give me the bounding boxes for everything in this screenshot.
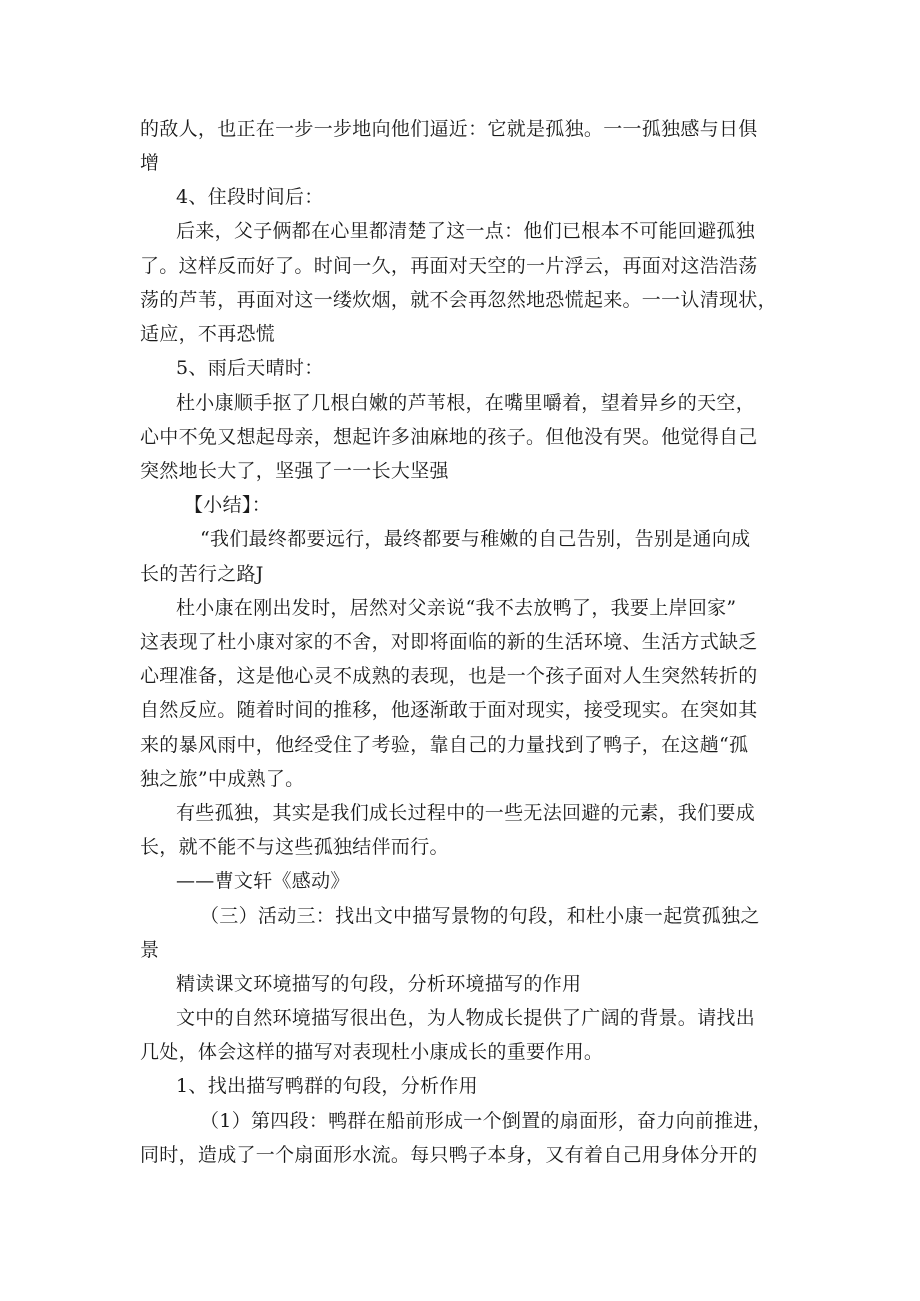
text-line: 文中的自然环境描写很出色，为人物成长提供了广阔的背景。请找出	[176, 1007, 756, 1029]
text-line: 荡的芦苇，再面对这一缕炊烟，就不会再忽然地恐慌起来。一一认清现状，	[140, 289, 777, 311]
quote-line: “我们最终都要远行，最终都要与稚嫩的自己告别，告别是通向成	[200, 528, 751, 550]
summary-heading: 【小结】：	[184, 494, 272, 516]
text-line: 有些孤独，其实是我们成长过程中的一些无法回避的元素，我们要成	[176, 802, 756, 824]
text-line: 独之旅”中成熟了。	[140, 768, 305, 790]
quote-line: 长的苦行之路J	[140, 563, 264, 585]
text-line: 自然反应。随着时间的推移，他逐渐敢于面对现实，接受现实。在突如其	[140, 699, 758, 721]
text-line: 同时，造成了一个扇面形水流。每只鸭子本身，又有着自己用身体分开的	[140, 1144, 758, 1166]
text-line: 的敌人，也正在一步一步地向他们逼近：它就是孤独。一一孤独感与日俱	[140, 118, 758, 140]
text-line: 了。这样反而好了。时间一久，再面对天空的一片浮云，再面对这浩浩荡	[140, 255, 758, 277]
attribution: ——曹文轩《感动》	[176, 870, 350, 892]
section-heading: 1、找出描写鸭群的句段，分析作用	[176, 1075, 478, 1097]
text-line: 来的暴风雨中，他经受住了考验，靠自己的力量找到了鸭子，在这趟“孤	[140, 734, 749, 756]
text-line: 杜小康在刚出发时，居然对父亲说“我不去放鸭了，我要上岸回家”	[176, 597, 737, 619]
text-line: 几处，体会这样的描写对表现杜小康成长的重要作用。	[140, 1041, 604, 1063]
text-line: 心理准备，这是他心灵不成熟的表现，也是一个孩子面对人生突然转折的	[140, 665, 758, 687]
text-line: 长，就不能不与这些孤独结伴而行。	[140, 836, 449, 858]
section-heading: （三）活动三：找出文中描写景物的句段，和杜小康一起赏孤独之	[200, 905, 760, 927]
text-line: 后来，父子俩都在心里都清楚了这一点：他们已根本不可能回避孤独	[176, 220, 756, 242]
text-line: 精读课文环境描写的句段，分析环境描写的作用	[176, 973, 582, 995]
text-line: 突然地长大了，坚强了一一长大坚强	[140, 460, 449, 482]
section-heading: 4、住段时间后：	[176, 186, 324, 208]
text-line: 杜小康顺手抠了几根白嫩的芦苇根，在嘴里嚼着，望着异乡的天空，	[176, 392, 756, 414]
text-line: 适应，不再恐慌	[140, 323, 276, 345]
text-line: 景	[140, 939, 160, 961]
text-line: 心中不免又想起母亲，想起许多油麻地的孩子。但他没有哭。他觉得自己	[140, 426, 758, 448]
text-line: 增	[140, 152, 160, 174]
section-heading: 5、雨后天晴时：	[176, 357, 324, 379]
text-line: （1）第四段：鸭群在船前形成一个倒置的扇面形，奋力向前推进，	[200, 1110, 773, 1132]
text-line: 这表现了杜小康对家的不舍，对即将面临的新的生活环境、生活方式缺乏	[140, 631, 758, 653]
